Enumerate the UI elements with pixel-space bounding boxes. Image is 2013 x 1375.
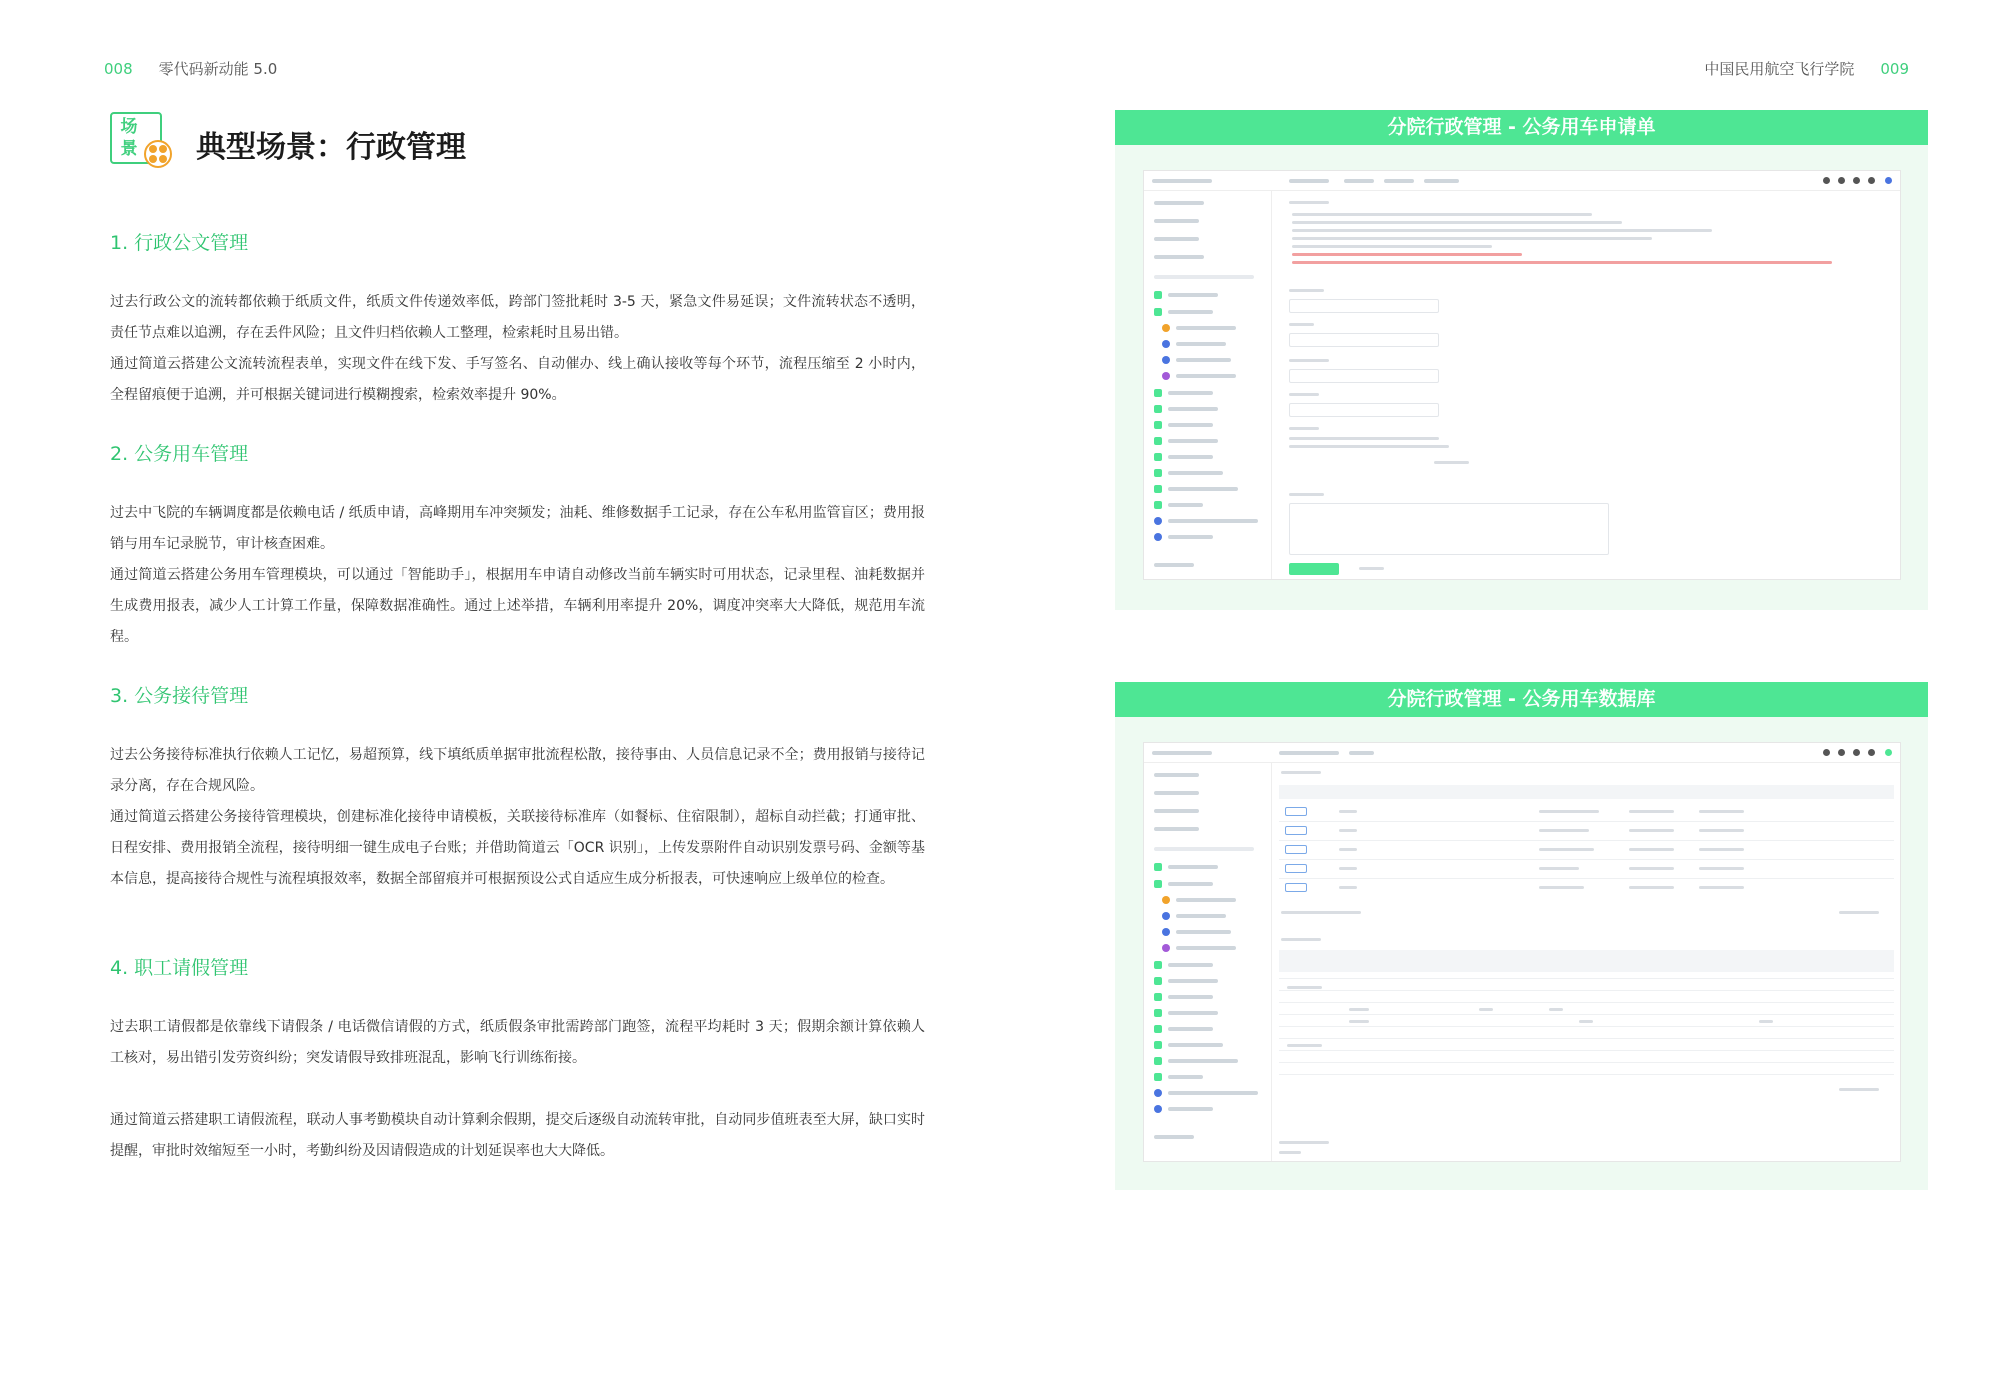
badge-char-1: 场	[120, 117, 138, 137]
section-paragraph: 通过简道云搭建职工请假流程，联动人事考勤模块自动计算剩余假期，提交后逐级自动流转审批，自动同步值班表至大屏，缺口实时提醒，审批时效缩短至一小时，考勤纠纷及因请假造成的计划延误率也大大降低。	[110, 1112, 925, 1159]
screenshot-vehicle-database-table	[1143, 742, 1901, 1162]
page-number-right: 009	[1880, 60, 1909, 78]
screenshot-vehicle-request-form	[1143, 170, 1901, 580]
section-paragraph: 过去职工请假都是依靠线下请假条 / 电话微信请假的方式，纸质假条审批需跨部门跑签，流程平均耗时 3 天；假期余额计算依赖人工核对，易出错引发劳资纠纷；突发请假导致排班混乱，影响飞行训练衔接。	[110, 1019, 925, 1066]
section-paragraph: 通过简道云搭建公务用车管理模块，可以通过「智能助手」，根据用车申请自动修改当前车辆实时可用状态，记录里程、油耗数据并生成费用报表，减少人工计算工作量，保障数据准确性。通过上述举措，车辆利用率提升 20%，调度冲突率大大降低，规范用车流程。	[110, 567, 925, 645]
section-heading: 4. 职工请假管理	[110, 957, 249, 979]
institution-name: 中国民用航空飞行学院	[1704, 60, 1855, 78]
section-paragraph: 通过简道云搭建公务接待管理模块，创建标准化接待申请模板，关联接待标准库（如餐标、住宿限制），超标自动拦截；打通审批、日程安排、费用报销全流程，接待明细一键生成电子台账；并借助简道云「OCR 识别」，上传发票附件自动识别发票号码、金额等基本信息，提高接待合规性与流程填报效率，数据全部留痕并可根据预设公式自适应生成分析报表，可快速响应上级单位的检查。	[110, 809, 925, 887]
paragraph-gap	[110, 1074, 925, 1105]
page-number-left: 008	[104, 60, 133, 78]
section-paragraph: 过去中飞院的车辆调度都是依赖电话 / 纸质申请，高峰期用车冲突频发；油耗、维修数据手工记录，存在公车私用监管盲区；费用报销与用车记录脱节，审计核查困难。	[110, 505, 925, 552]
clover-icon	[144, 140, 172, 168]
publication-title: 零代码新动能 5.0	[158, 60, 278, 78]
section-paragraph: 过去公务接待标准执行依赖人工记忆，易超预算，线下填纸质单据审批流程松散，接待事由、人员信息记录不全；费用报销与接待记录分离，存在合规风险。	[110, 747, 925, 794]
scene-badge-icon	[110, 112, 162, 164]
pivot-table-lower	[1279, 938, 1894, 1108]
section-document-management	[110, 228, 925, 411]
section-paragraph: 过去行政公文的流转都依赖于纸质文件，纸质文件传递效率低，跨部门签批耗时 3-5 天，紧急文件易延误；文件流转状态不透明，责任节点难以追溯，存在丢件风险；且文件归档依赖人工整理，检索耗时且易出错。	[110, 294, 925, 341]
app-sidebar	[1144, 191, 1272, 579]
data-table-upper	[1279, 771, 1894, 921]
screenshot-panel-vehicle-database	[1115, 682, 1928, 1190]
section-heading: 1. 行政公文管理	[110, 232, 249, 254]
section-heading: 3. 公务接待管理	[110, 685, 249, 707]
screenshot-panel-vehicle-request	[1115, 110, 1928, 610]
page-header-right	[1704, 58, 1909, 79]
panel-title: 分院行政管理 - 公务用车申请单	[1115, 110, 1928, 145]
section-leave-management	[110, 953, 925, 1167]
page-title: 典型场景：行政管理	[196, 130, 466, 165]
app-sidebar	[1144, 763, 1272, 1161]
app-topbar	[1144, 171, 1900, 191]
page-header-left	[104, 58, 277, 79]
section-reception-management	[110, 681, 925, 895]
badge-char-2: 景	[120, 139, 138, 159]
section-paragraph: 通过简道云搭建公文流转流程表单，实现文件在线下发、手写签名、自动催办、线上确认接收等每个环节，流程压缩至 2 小时内，全程留痕便于追溯，并可根据关键词进行模糊搜索，检索效率提升 90%。	[110, 356, 925, 403]
section-heading: 2. 公务用车管理	[110, 443, 249, 465]
section-vehicle-management	[110, 439, 925, 653]
panel-title: 分院行政管理 - 公务用车数据库	[1115, 682, 1928, 717]
app-topbar	[1144, 743, 1900, 763]
